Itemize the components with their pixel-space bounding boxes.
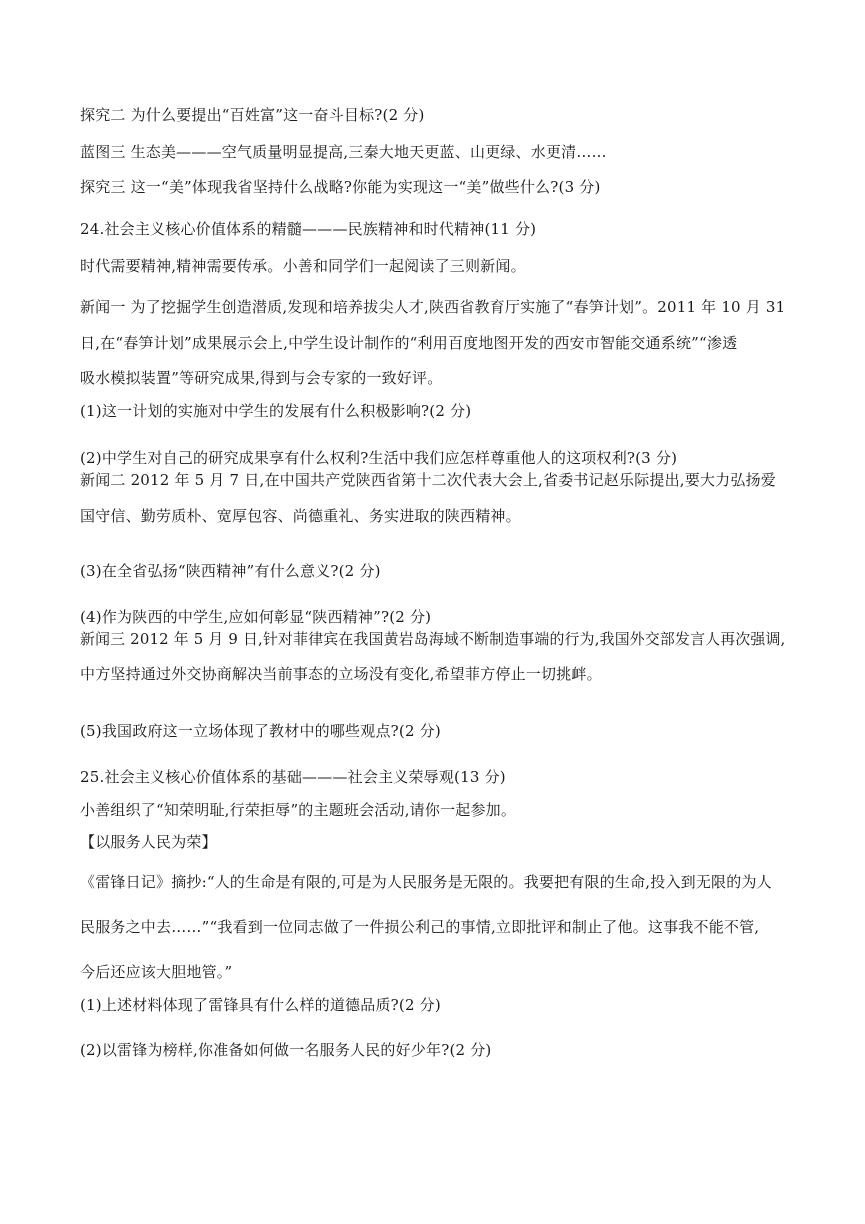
- news-three-line-2: 中方坚持通过外交协商解决当前事态的立场没有变化,希望菲方停止一切挑衅。: [80, 665, 602, 683]
- news-two-line-2: 国守信、勤劳质朴、宽厚包容、尚德重礼、务实进取的陕西精神。: [80, 507, 521, 525]
- blueprint-three-text: 蓝图三 生态美———空气质量明显提高,三秦大地天更蓝、山更绿、水更清……: [80, 143, 607, 161]
- news-two-line-1: 新闻二 2012 年 5 月 7 日,在中国共产党陕西省第十二次代表大会上,省委书记赵乐际提出,要大力弘扬爱: [80, 471, 776, 489]
- diary-quote-line-3: 今后还应该大胆地管。”: [80, 963, 233, 981]
- question-24-intro: 时代需要精神,精神需要传承。小善和同学们一起阅读了三则新闻。: [80, 257, 526, 275]
- question-25-sub-1: (1)上述材料体现了雷锋具有什么样的道德品质?(2 分): [80, 996, 441, 1014]
- news-one-line-3: 吸水模拟装置”等研究成果,得到与会专家的一致好评。: [80, 369, 443, 387]
- section-heading-serve-people: 【以服务人民为荣】: [80, 833, 217, 851]
- sub-question-4: (4)作为陕西的中学生,应如何彰显“陕西精神”?(2 分): [80, 608, 432, 626]
- sub-question-5: (5)我国政府这一立场体现了教材中的哪些观点?(2 分): [80, 722, 441, 740]
- news-three-line-1: 新闻三 2012 年 5 月 9 日,针对菲律宾在我国黄岩岛海域不断制造事端的行为,我国外交部发言人再次强调,: [80, 630, 786, 648]
- sub-question-3: (3)在全省弘扬“陕西精神”有什么意义?(2 分): [80, 562, 381, 580]
- diary-quote-line-2: 民服务之中去……”“我看到一位同志做了一件损公利己的事情,立即批评和制止了他。这事我不能不管,: [80, 918, 760, 936]
- question-25-intro: 小善组织了“知荣明耻,行荣拒辱”的主题班会活动,请你一起参加。: [80, 801, 517, 819]
- diary-quote-line-1: 《雷锋日记》摘抄:“人的生命是有限的,可是为人民服务是无限的。我要把有限的生命,投入到无限的为人: [80, 873, 772, 891]
- inquiry-three-question: 探究三 这一“美”体现我省坚持什么战略?你能为实现这一“美”做些什么?(3 分): [80, 178, 601, 196]
- sub-question-2: (2)中学生对自己的研究成果享有什么权利?生活中我们应怎样尊重他人的这项权利?(3 分): [80, 449, 678, 467]
- news-one-line-2: 日,在“春笋计划”成果展示会上,中学生设计制作的“利用百度地图开发的西安市智能交通系统”“渗透: [80, 334, 738, 352]
- news-one-line-1: 新闻一 为了挖掘学生创造潜质,发现和培养拔尖人才,陕西省教育厅实施了“春笋计划”。2011 年 10 月 31: [80, 298, 786, 316]
- question-24-title: 24.社会主义核心价值体系的精髓———民族精神和时代精神(11 分): [80, 220, 537, 238]
- question-25-sub-2: (2)以雷锋为榜样,你准备如何做一名服务人民的好少年?(2 分): [80, 1041, 492, 1059]
- question-25-title: 25.社会主义核心价值体系的基础———社会主义荣辱观(13 分): [80, 768, 506, 786]
- sub-question-1: (1)这一计划的实施对中学生的发展有什么积极影响?(2 分): [80, 402, 472, 420]
- inquiry-two-question: 探究二 为什么要提出“百姓富”这一奋斗目标?(2 分): [80, 106, 425, 124]
